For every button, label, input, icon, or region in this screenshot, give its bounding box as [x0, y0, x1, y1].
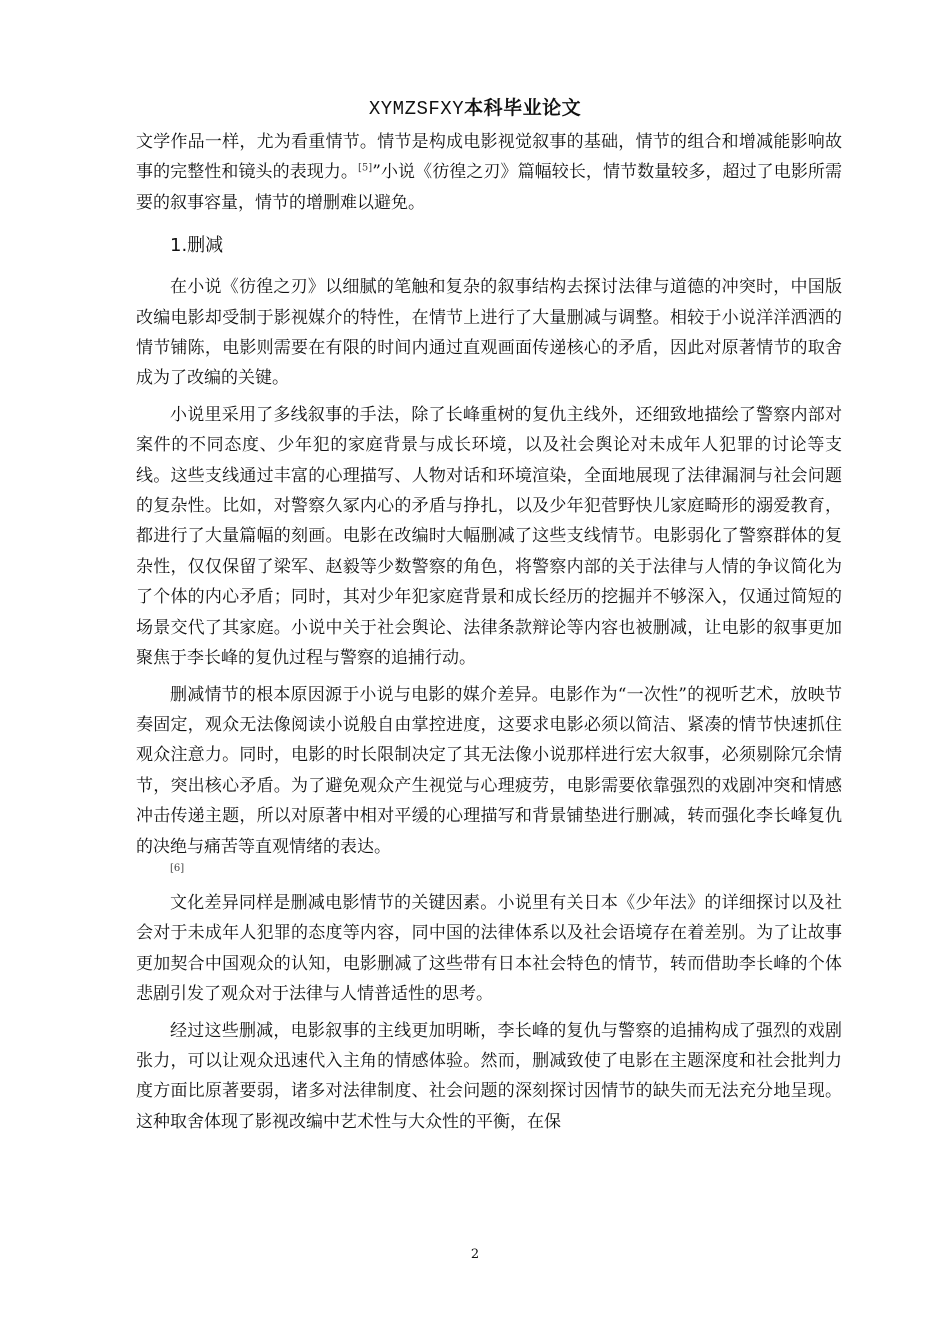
opening-text-a: 文学作品一样，尤为看重情节。情节是构成电影视觉叙事的基础，情节的组合和增减能影响故事的完整性和镜头的表现力。 [136, 132, 842, 183]
header-tag: XYMZSFXY [368, 98, 465, 120]
citation-ref-5: [5] [358, 162, 373, 174]
page-header [0, 96, 950, 121]
header-title: 本科毕业论文 [464, 97, 582, 119]
citation-ref-6: [6] [170, 862, 185, 874]
paragraph-5: 经过这些删减，电影叙事的主线更加明晰，李长峰的复仇与警察的追捕构成了强烈的戏剧张力，可以让观众迅速代入主角的情感体验。然而，删减致使了电影在主题深度和社会批判力度方面比原著要弱，诸多对法律制度、社会问题的深刻探讨因情节的缺失而无法充分地呈现。这种取舍体现了影视改编中艺术性与大众性的平衡，在保 [136, 1020, 842, 1132]
section-heading: 1.删减 [170, 235, 224, 257]
opening-text-b: ”小说《彷徨之刃》篇幅较长，情节数量较多，超过了电影所需要的叙事容量，情节的增删难以避免。 [136, 162, 842, 213]
opening-paragraph [136, 127, 842, 218]
paragraph-2: 小说里采用了多线叙事的手法，除了长峰重树的复仇主线外，还细致地描绘了警察内部对案件的不同态度、少年犯的家庭背景与成长环境，以及社会舆论对未成年人犯罪的讨论等支线。这些支线通过丰富的心理描写、人物对话和环境渲染，全面地展现了法律漏洞与社会问题的复杂性。比如，对警察久冢内心的矛盾与挣扎，以及少年犯菅野快儿家庭畸形的溺爱教育，都进行了大量篇幅的刻画。电影在改编时大幅删减了这些支线情节。电影弱化了警察群体的复杂性，仅仅保留了梁军、赵毅等少数警察的角色，将警察内部的关于法律与人情的争议简化为了个体的内心矛盾；同时，其对少年犯家庭背景和成长经历的挖掘并不够深入，仅通过简短的场景交代了其家庭。小说中关于社会舆论、法律条款辩论等内容也被删减，让电影的叙事更加聚焦于李长峰的复仇过程与警察的追捕行动。 [136, 404, 842, 669]
document-body [136, 127, 842, 1137]
paragraph-3-text: 删减情节的根本原因源于小说与电影的媒介差异。电影作为“一次性”的视听艺术，放映节奏固定，观众无法像阅读小说般自由掌控进度，这要求电影必须以简洁、紧凑的情节快速抓住观众注意力。同时，电影的时长限制决定了其无法像小说那样进行宏大叙事，必须剔除冗余情节，突出核心矛盾。为了避免观众产生视觉与心理疲劳，电影需要依靠强烈的戏剧冲突和情感冲击传递主题，所以对原著中相对平缓的心理描写和背景铺垫进行删减，转而强化李长峰复仇的决绝与痛苦等直观情绪的表达。 [136, 684, 842, 857]
paragraph-3 [136, 680, 842, 878]
paragraph-4: 文化差异同样是删减电影情节的关键因素。小说里有关日本《少年法》的详细探讨以及社会对于未成年人犯罪的态度等内容，同中国的法律体系以及社会语境存在着差别。为了让故事更加契合中国观众的认知，电影删减了这些带有日本社会特色的情节，转而借助李长峰的个体悲剧引发了观众对于法律与人情普适性的思考。 [136, 892, 842, 1005]
paragraph-1: 在小说《彷徨之刃》以细腻的笔触和复杂的叙事结构去探讨法律与道德的冲突时，中国版改编电影却受制于影视媒介的特性，在情节上进行了大量删减与调整。相较于小说洋洋洒洒的情节铺陈，电影则需要在有限的时间内通过直观画面传递核心的矛盾，因此对原著情节的取舍成为了改编的关键。 [136, 277, 842, 389]
page-number: 2 [470, 1247, 480, 1262]
